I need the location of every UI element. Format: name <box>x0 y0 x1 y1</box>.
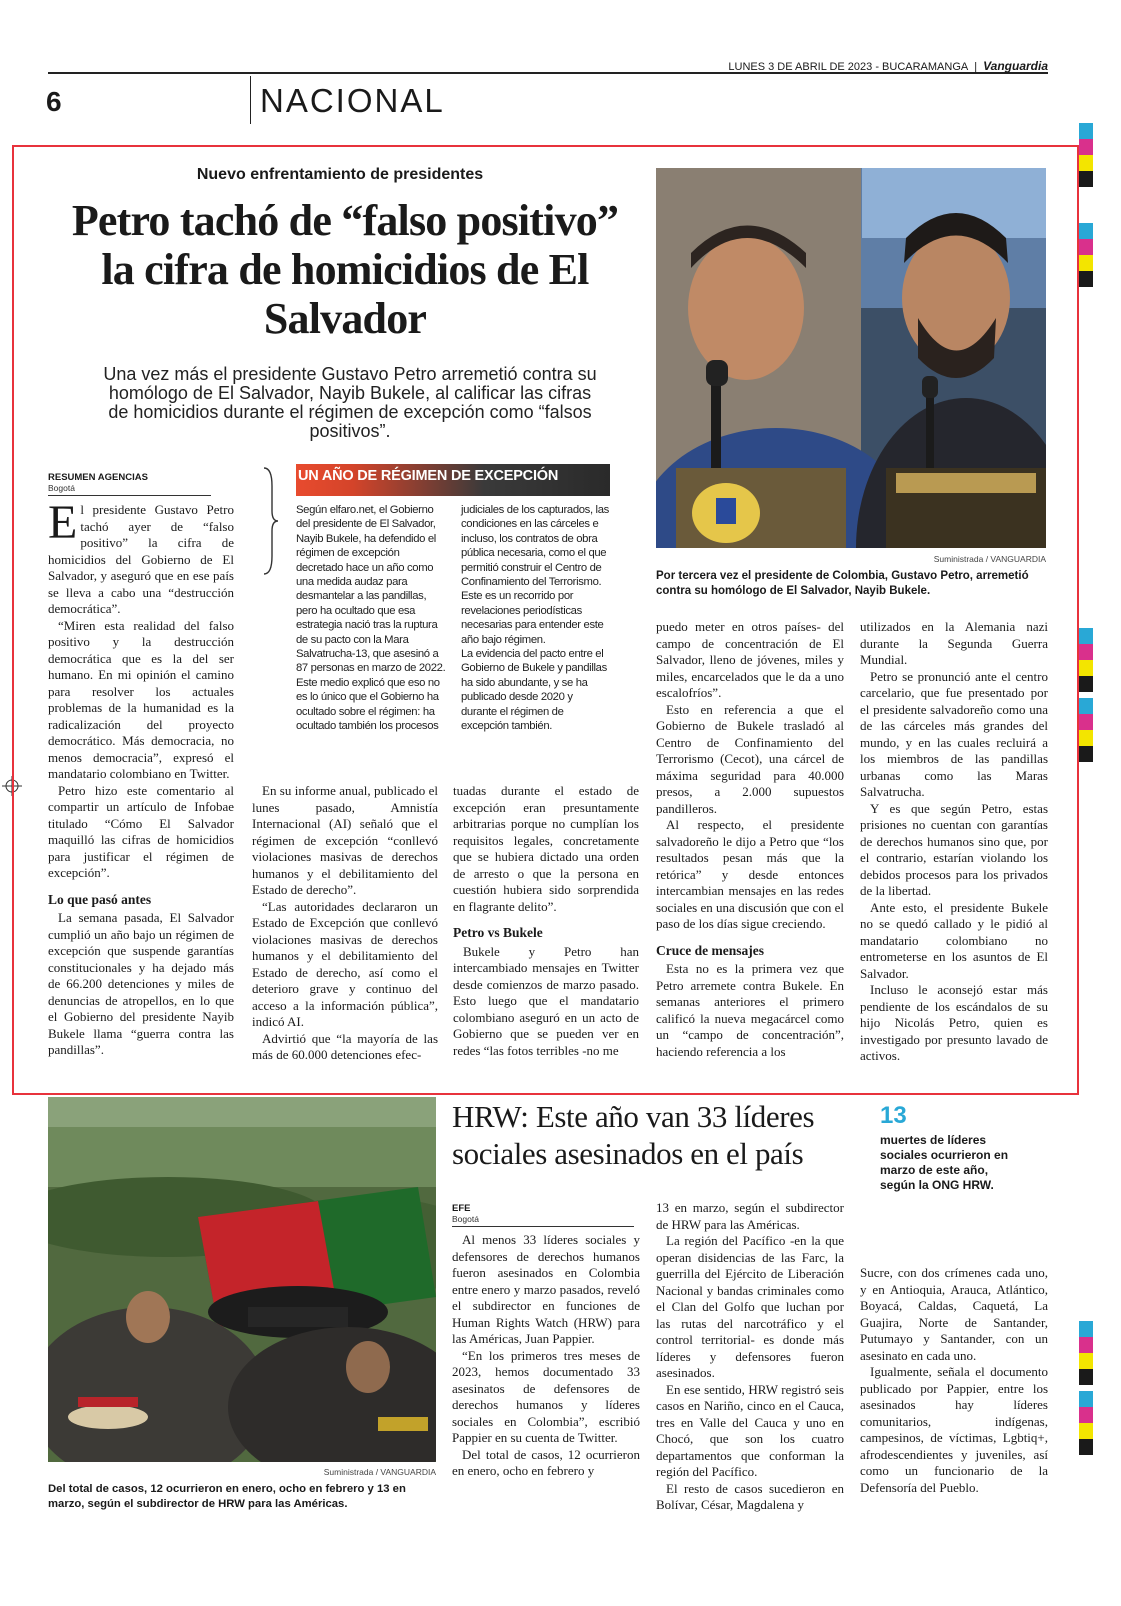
story-headline-hrw: HRW: Este año van 33 líderes sociales asesinados en el país <box>452 1099 815 1171</box>
paragraph: El resto de casos sucedieron en Bolívar, César, Magdalena y <box>656 1480 844 1512</box>
paragraph: Advirtió que “la mayoría de las más de 60.000 detenciones efec- <box>252 1030 438 1062</box>
article-column-3 <box>453 783 639 1059</box>
paragraph: 13 en marzo, según el subdirector de HRW para las Américas. <box>656 1200 844 1232</box>
section-divider <box>250 76 251 124</box>
paragraph: Y es que según Petro, estas prisiones no cuentan con garantías de derechos humanos sino que, por el contrario, estarían violando los debidos procesos para los privados de la libertad. <box>860 800 1048 898</box>
byline <box>452 1203 634 1227</box>
print-color-bar-mid-2 <box>1079 698 1093 762</box>
sidebar-box-title-text: UN AÑO DE RÉGIMEN DE EXCEPCIÓN <box>298 468 559 484</box>
photo-main-credit: Suministrada / VANGUARDIA <box>933 554 1046 564</box>
paragraph: La semana pasada, El Salvador cumplió un año bajo un régimen de excepción que suspende garantías constitucionales y ha dejado más de 66.200 detenciones y miles de denuncias de atropellos, en lo que el Gobierno del presidente Nayib Bukele llama “guerra contra las pandillas”. <box>48 910 234 1057</box>
story-headline: Petro tachó de “falso positivo” la cifra de homicidios de El Salvador <box>71 196 619 343</box>
photo-petro-bukele <box>656 168 1046 548</box>
byline-name: EFE <box>452 1203 471 1214</box>
paragraph: Ante esto, el presidente Bukele no se quedó callado y le pidió al mandatario colombiano no entrometerse en los asuntos de El Salvador. <box>860 899 1048 981</box>
photo-main-caption: Por tercera vez el presidente de Colombia, Gustavo Petro, arremetió contra su homólogo de El Salvador, Nayib Bukele. <box>656 570 1029 597</box>
paragraph: En su informe anual, publicado el lunes pasado, Amnistía Internacional (AI) señaló que el régimen de excepción “conllevó violaciones masivas de derechos humanos y el debilitamiento del Estado de derecho”. <box>252 783 438 897</box>
paragraph: utilizados en la Alemania nazi durante la Segunda Guerra Mundial. <box>860 619 1048 667</box>
paragraph: Petro se pronunció ante el centro carcelario, que fue presentado por el presidente salvadoreño como una de las cárceles más grandes del mundo, y en las cuales recluirá a los miembros de las pandillas urbanas como las Maras Salvatrucha. <box>860 668 1048 799</box>
paragraph: En ese sentido, HRW registró seis casos en Nariño, cinco en el Cauca, tres en Valle del Cauca y uno en Chocó, que son los cuatro departamentos que conforman la región del Pacífico. <box>656 1381 844 1479</box>
sidebar-box-column-1 <box>296 503 446 734</box>
article-column-4 <box>656 619 844 1060</box>
article-column-5 <box>860 619 1048 1065</box>
stat-number: 13 <box>880 1102 907 1129</box>
byline-city: Bogotá <box>48 483 75 493</box>
sidebar-paragraph: La evidencia del pacto entre el Gobierno de Bukele y pandillas ha sido abundante, y se ha publicado desde 2020 y durante el régimen de excepción también. <box>461 648 607 733</box>
byline-name: RESUMEN AGENCIAS <box>48 472 148 483</box>
paragraph: Sucre, con dos crímenes cada uno, y en Antioquia, Arauca, Atlántico, Boyacá, Caldas, Caquetá, La Guajira, Norte de Santander, Putumayo y Santander, con un asesinato en cada uno. <box>860 1265 1048 1363</box>
brace-icon <box>262 466 280 576</box>
sidebar-box-column-2 <box>461 503 611 734</box>
paragraph: Del total de casos, 12 ocurrieron en enero, ocho en febrero y <box>452 1446 640 1478</box>
print-color-bar-top <box>1079 123 1093 187</box>
paragraph: Al respecto, el presidente salvadoreño le dijo a Petro que “los resultados pesan más que la retórica” y desde entonces intercambian mensajes en las redes sociales en una discusión que con el paso de los días sigue creciendo. <box>656 817 844 931</box>
paragraph: Esto en referencia a que el Gobierno de Bukele trasladó al Centro de Confinamiento del Terrorismo (Cecot), una cárcel de máxima seguridad para 40.000 presos, a 2.000 supuestos pandilleros. <box>656 701 844 816</box>
dropcap: E <box>48 496 78 549</box>
page-number: 6 <box>46 86 62 117</box>
lead-text: l presidente Gustavo Petro tachó ayer de “falso positivo” la cifra de homicidios del Gobierno de El Salvador, y aseguró que en ese país se lleva a cabo una “destrucción democrática”. <box>48 502 234 616</box>
photo-illustration <box>656 168 1046 548</box>
subhead: Lo que pasó antes <box>48 891 152 907</box>
story-kicker: Nuevo enfrentamiento de presidentes <box>196 166 484 183</box>
paragraph: La región del Pacífico -en la que operan disidencias de las Farc, la guerrilla del Ejército de Liberación Nacional y bandas criminales como el Clan del Golfo que luchan por las rutas del narcotráfico y el control territorial- es donde más líderes y defensores fueron asesinados. <box>656 1233 844 1380</box>
sidebar-paragraph: judiciales de los capturados, las condiciones en las cárceles e incluso, los contratos de obra pública necesaria, como el que permitió construir el Centro de Confinamiento del Terrorismo. Este es un recorrido por revelaciones periodísticas necesarias para entender este año bajo régimen. <box>461 504 609 646</box>
photo-bottom-credit: Suministrada / VANGUARDIA <box>323 1467 436 1477</box>
paragraph: Petro hizo este comentario al compartir un artículo de Infobae titulado “Cómo El Salvador maquilló las cifras de homicidios para justificar el régimen de excepción”. <box>48 782 234 880</box>
paragraph: puedo meter en otros países- del campo de concentración de El Salvador, lleno de jóvenes, miles y miles, encarcelados que le da a uno escalofríos”. <box>656 619 844 700</box>
sidebar-paragraph: Según elfaro.net, el Gobierno del presidente de El Salvador, Nayib Bukele, ha defendido el régimen de excepción decretado hace un año como una medida audaz para desmantelar a las pandillas, pero ha ocultado que esa estrategia nació tras la ruptura de su pacto con la Mara Salvatrucha-13, que asesinó a 87 personas en marzo de 2022. <box>296 504 446 675</box>
paragraph: Igualmente, señala el documento publicado por Pappier, entre los asesinados hay líderes comunitarios, indígenas, campesinos, de víctimas, Lgbtiq+, afrodescendientes y juveniles, así como un funcionario de la Defensoría del Pueblo. <box>860 1364 1048 1495</box>
paragraph: Bukele y Petro han intercambiado mensajes en Twitter desde comienzos de marzo pasado. Esto luego que el mandatario colombiano aseguró en un acto de Gobierno que se pueden ver en redes “las fotos terribles -no me <box>453 943 639 1058</box>
photo-illustration <box>48 1097 436 1462</box>
header-separator: | <box>974 61 978 73</box>
print-color-bar-top-2 <box>1079 223 1093 287</box>
byline <box>48 472 211 496</box>
paragraph: “Las autoridades declararon un Estado de Excepción que conllevó violaciones masivas de derechos humanos y el debilitamiento del Estado de derecho, así como el deterioro grave y continuo del acceso a la información pública”, indicó AI. <box>252 898 438 1029</box>
print-color-bar-mid <box>1079 628 1093 692</box>
paragraph: “Miren esta realidad del falso positivo y la destrucción democrática que es la del ser humano. En mi opinión el camino para resolver los actuales problemas de la humanidad es la radicalización del proyecto democrático. Más democracia, no menos democracia”, expresó el mandatario colombiano en Twitter. <box>48 617 234 781</box>
header-dateline <box>600 57 1048 75</box>
photo-funeral <box>48 1097 436 1462</box>
hrw-column-2 <box>656 1200 844 1514</box>
byline-city: Bogotá <box>452 1214 479 1224</box>
story-dek: Una vez más el presidente Gustavo Petro arremetió contra su homólogo de El Salvador, Nayib Bukele, al calificar las cifras de homicidios durante el régimen de excepción como “falsos positivos”. <box>103 364 597 441</box>
stat-text: muertes de líderes sociales ocurrieron en marzo de este año, según la ONG HRW. <box>880 1133 1009 1192</box>
sidebar-paragraph: Este medio explicó que eso no es lo único que el Gobierno ha ocultado sobre el régimen: ha ocultado también los procesos <box>296 676 440 733</box>
subhead: Cruce de mensajes <box>656 942 764 958</box>
lead-paragraph <box>48 496 234 618</box>
paragraph: Incluso le aconsejó estar más pendiente de los escándalos de su hijo Nicolás Petro, quien es investigado por presunto lavado de activos. <box>860 982 1048 1063</box>
article-column-2 <box>252 783 438 1064</box>
subhead: Petro vs Bukele <box>453 925 543 940</box>
hrw-column-1 <box>452 1232 640 1480</box>
article-column-1 <box>48 496 234 1059</box>
paragraph: Esta no es la primera vez que Petro arremete contra Bukele. En semanas anteriores el primero calificó la nueva megacárcel como un “campo de concentración”, haciendo referencia a los <box>656 961 844 1059</box>
print-color-bar-bottom-2 <box>1079 1391 1093 1455</box>
print-color-bar-bottom <box>1079 1321 1093 1385</box>
section-title: NACIONAL <box>260 82 445 119</box>
sidebar-box-title <box>296 464 610 496</box>
paragraph: Al menos 33 líderes sociales y defensores de derechos humanos fueron asesinados en Colombia entre enero y marzo pasados, reveló el subdirector en funciones de Human Rights Watch (HRW) para las Américas, Juan Pappier. <box>452 1232 640 1346</box>
brand-logo: Vanguardia <box>983 59 1048 73</box>
paragraph: “En los primeros tres meses de 2023, hemos documentado 33 asesinatos de defensores de derechos humanos y líderes sociales en Colombia”, escribió Pappier en su cuenta de Twitter. <box>452 1347 640 1445</box>
photo-bottom-caption: Del total de casos, 12 ocurrieron en enero, ocho en febrero y 13 en marzo, según el subdirector de HRW para las Américas. <box>48 1483 406 1510</box>
header-date: LUNES 3 DE ABRIL DE 2023 - BUCARAMANGA <box>728 61 969 73</box>
hrw-column-3 <box>860 1265 1048 1496</box>
paragraph: tuadas durante el estado de excepción eran presuntamente arbitrarias porque no cumplían los requisitos legales, concretamente que se hubiera dictado una orden de arresto o que la persona en cuestión hubiera sido sorprendida en flagrante delito”. <box>453 783 639 914</box>
